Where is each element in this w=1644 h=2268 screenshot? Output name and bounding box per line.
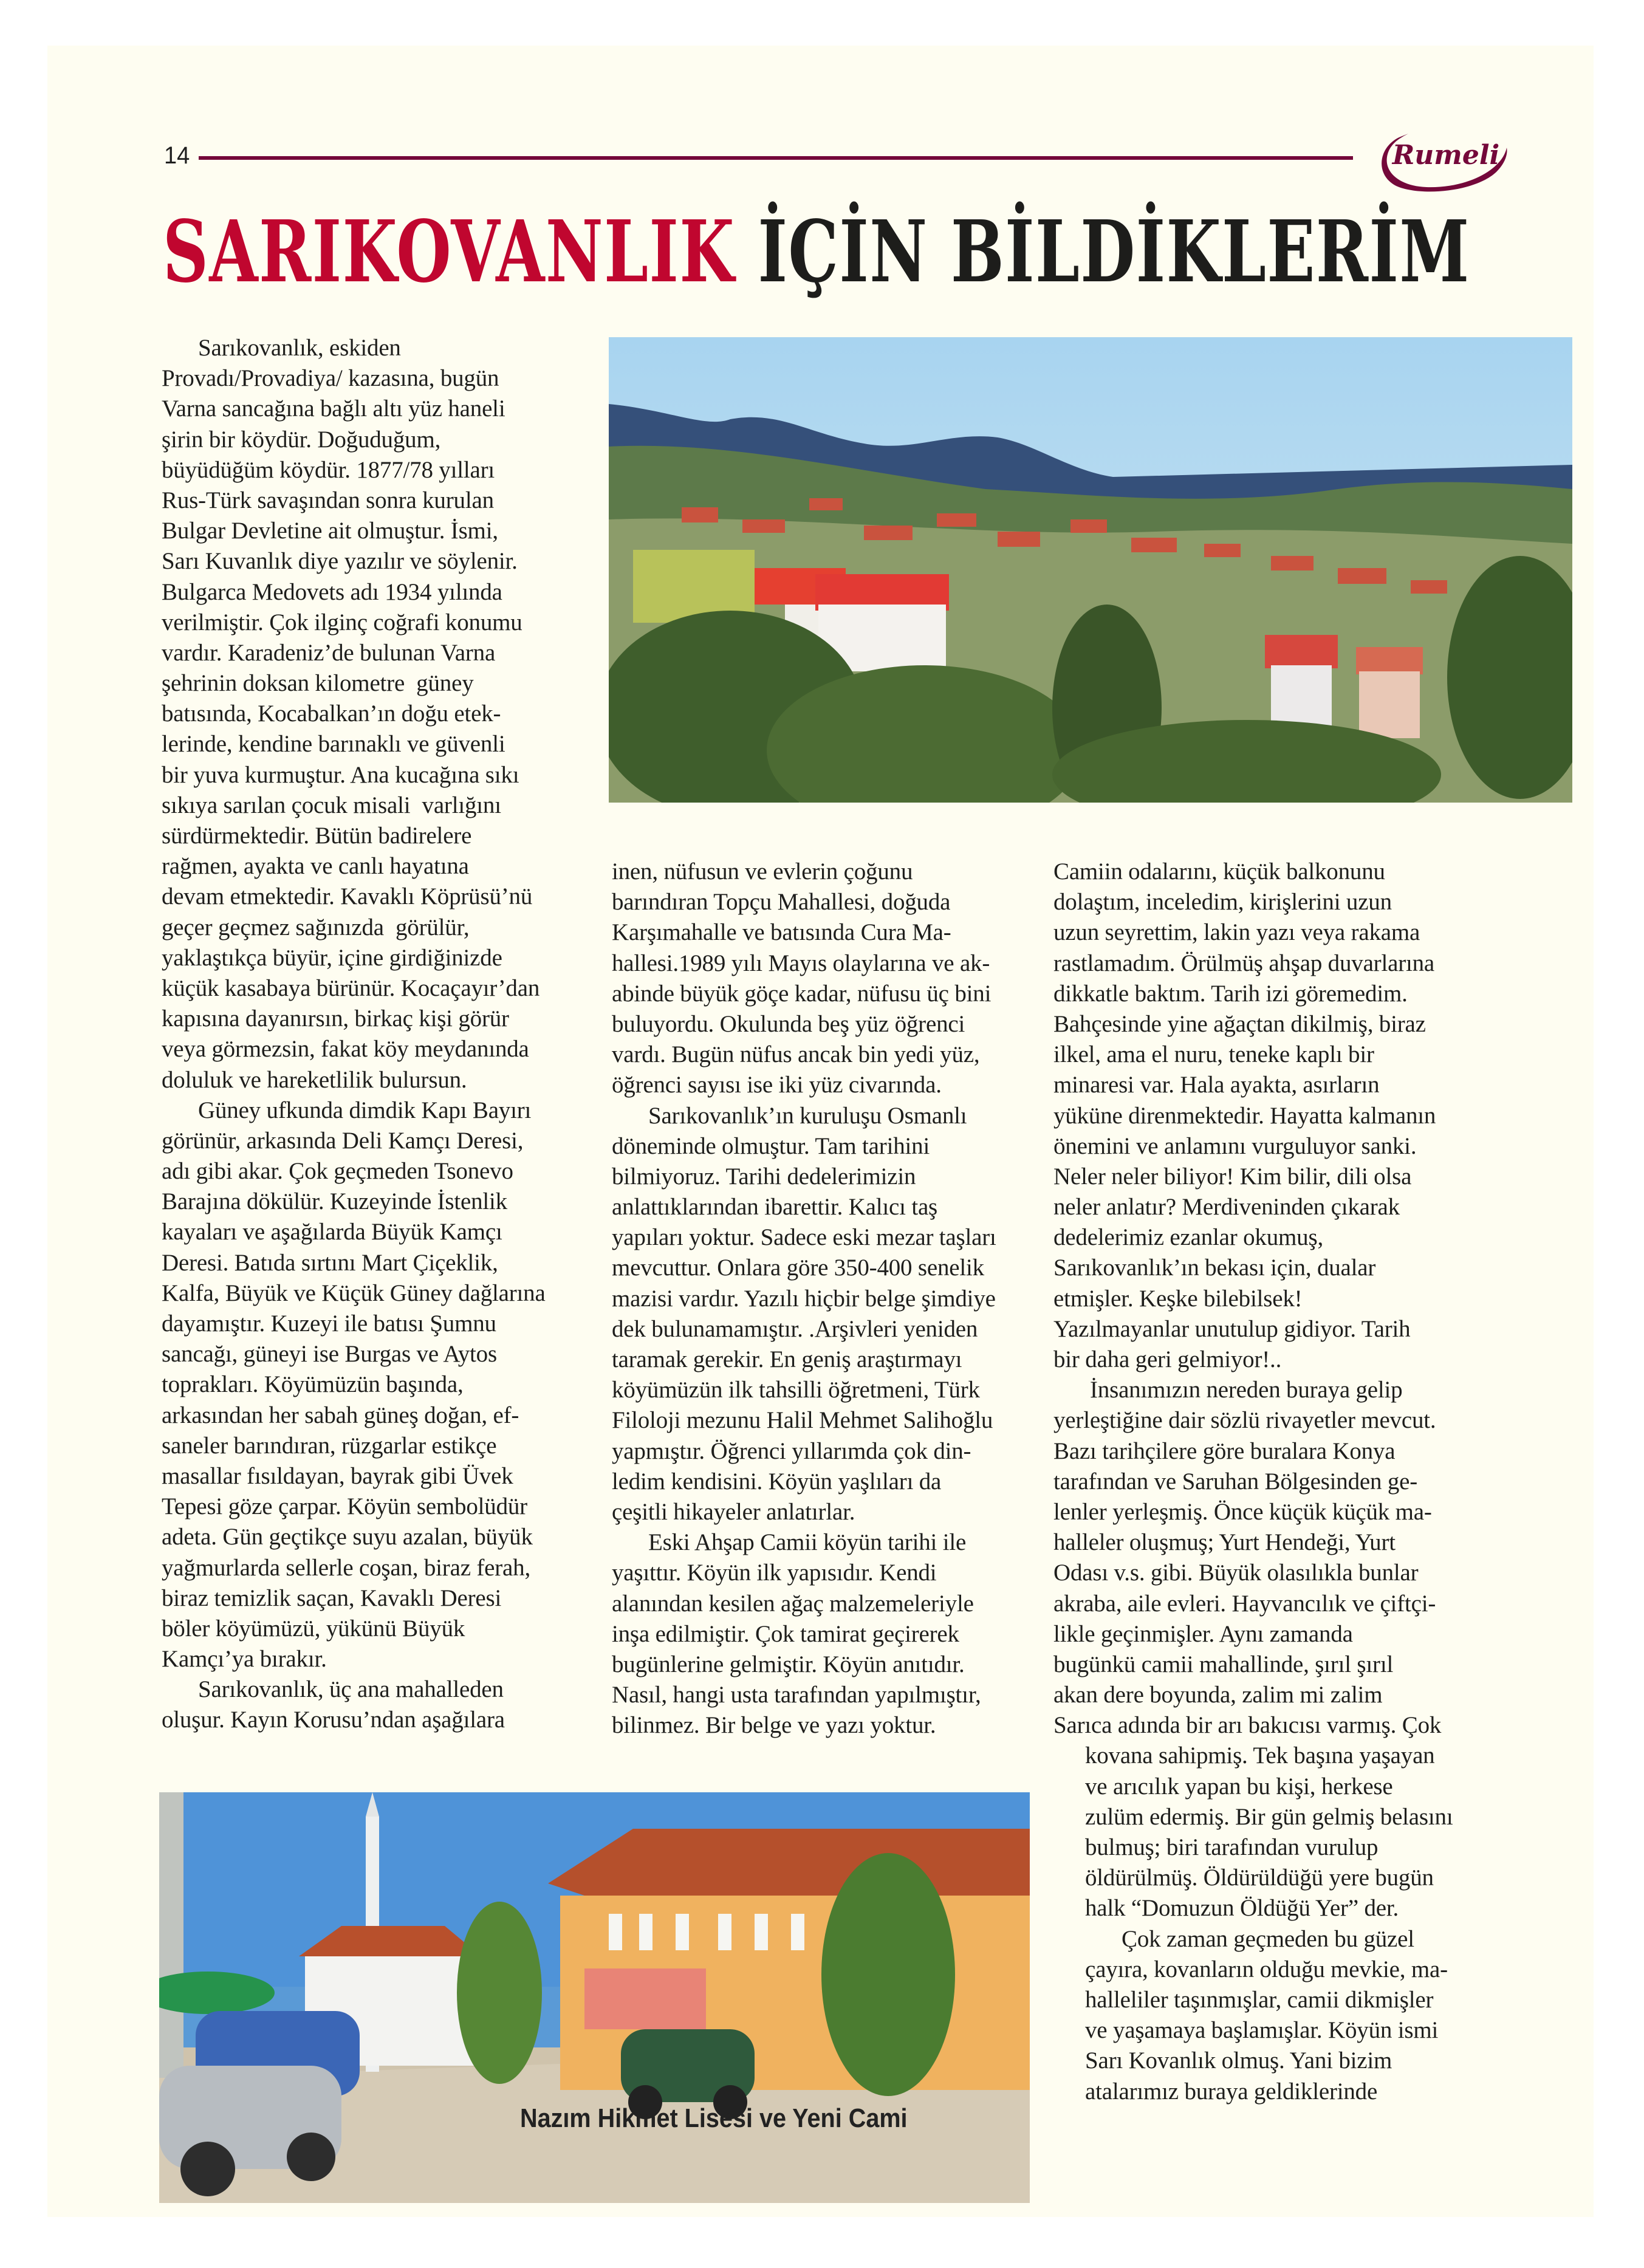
rumeli-logo-text: Rumeli [1392, 140, 1500, 171]
text-line: yaşıttır. Köyün ilk yapısıdır. Kendi [612, 1560, 937, 1586]
text-line: Tepesi göze çarpar. Köyün sembolüdür [162, 1493, 527, 1520]
text-column-1 [162, 333, 546, 1736]
text-line: vardır. Karadeniz’de bulunan Varna [162, 639, 496, 666]
text-line: küçük kasabaya bürünür. Kocaçayır’dan [162, 975, 540, 1001]
text-line: mazisi vardır. Yazılı hiçbir belge şimdiye [612, 1285, 996, 1312]
text-line: sıkıya sarılan çocuk misali varlığını [162, 792, 501, 818]
text-line: şehrinin doksan kilometre güney [162, 670, 474, 697]
text-line: öğrenci sayısı ise iki yüz civarında. [612, 1072, 942, 1098]
text-line: Sarıca adında bir arı bakıcısı varmış. Çok [1053, 1712, 1442, 1739]
text-line: önemini ve anlamını vurguluyor sanki. [1053, 1132, 1417, 1159]
text-line: tarafından ve Saruhan Bölgesinden ge- [1053, 1468, 1418, 1495]
text-line: Provadı/Provadiya/ kazasına, bugün [162, 365, 499, 392]
text-line: Kamçı’ya bırakır. [162, 1646, 327, 1673]
text-line: atalarımız buraya geldiklerinde [1085, 2078, 1378, 2105]
text-line: ilkel, ama el nuru, teneke kaplı bir [1053, 1041, 1374, 1068]
text-line: alanından kesilen ağaç malzemeleriyle [612, 1590, 974, 1617]
text-line: toprakları. Köyümüzün başında, [162, 1371, 464, 1398]
text-line: biraz temizlik saçan, Kavaklı Deresi [162, 1585, 502, 1611]
rumeli-logo [1372, 126, 1509, 194]
village-photo [609, 337, 1572, 803]
text-line: Sarı Kovanlık olmuş. Yani bizim [1085, 2047, 1392, 2074]
article-title-part2: İÇİN BİLDİKLERİM [758, 202, 1470, 302]
article-title-part1: SARIKOVANLIK [163, 202, 735, 302]
text-line: akan dere boyunda, zalim mi zalim [1053, 1682, 1383, 1708]
text-line: Varna sancağına bağlı altı yüz haneli [162, 396, 505, 422]
text-line: Barajına dökülür. Kuzeyinde İstenlik [162, 1188, 507, 1215]
text-line: şirin bir köydür. Doğuduğum, [162, 426, 441, 453]
text-line: Kalfa, Büyük ve Küçük Güney dağlarına [162, 1280, 546, 1306]
text-line: yerleştiğine dair sözlü rivayetler mevcut. [1053, 1407, 1436, 1434]
page-number: 14 [164, 142, 190, 169]
text-line: Güney ufkunda dimdik Kapı Bayırı [198, 1097, 532, 1123]
text-line: inen, nüfusun ve evlerin çoğunu [612, 858, 913, 885]
text-line: inşa edilmiştir. Çok tamirat geçirerek [612, 1620, 959, 1647]
text-line: Sarıkovanlık, üç ana mahalleden [198, 1676, 504, 1703]
text-line: dedelerimiz ezanlar okumuş, [1053, 1224, 1323, 1251]
text-line: böler köyümüzü, yükünü Büyük [162, 1615, 465, 1642]
text-line: dayamıştır. Kuzeyi ile batısı Şumnu [162, 1310, 496, 1337]
text-line: anlattıklarından ibarettir. Kalıcı taş [612, 1194, 938, 1221]
text-line: büyüdüğüm köydür. 1877/78 yılları [162, 456, 495, 483]
text-line: köyümüzün ilk tahsilli öğretmeni, Türk [612, 1377, 980, 1403]
text-line: barındıran Topçu Mahallesi, doğuda [612, 889, 951, 916]
text-line: yağmurlarda sellerle coşan, biraz ferah, [162, 1554, 531, 1581]
text-line: kovana sahipmiş. Tek başına yaşayan [1085, 1742, 1435, 1769]
text-line: Sarıkovanlık’ın bekası için, dualar [1053, 1255, 1376, 1281]
text-line: dolaştım, inceledim, kirişlerini uzun [1053, 889, 1392, 916]
article-title [163, 202, 1470, 302]
text-line: kayaları ve aşağılarda Büyük Kamçı [162, 1219, 502, 1245]
text-line: Bahçesinde yine ağaçtan dikilmiş, biraz [1053, 1010, 1426, 1037]
text-line: masallar fısıldayan, bayrak gibi Üvek [162, 1462, 513, 1489]
text-line: Yazılmayanlar unutulup gidiyor. Tarih [1053, 1315, 1411, 1342]
text-line: Nasıl, hangi usta tarafından yapılmıştır, [612, 1682, 981, 1708]
text-line: mevcuttur. Onlara göre 350-400 senelik [612, 1255, 984, 1281]
text-line: dikkatle baktım. Tarih izi göremedim. [1053, 980, 1408, 1007]
text-line: uzun seyrettim, lakin yazı veya rakama [1053, 919, 1420, 946]
text-line: bilmiyoruz. Tarihi dedelerimizin [612, 1163, 916, 1190]
text-line: Camiin odalarını, küçük balkonunu [1053, 858, 1385, 885]
text-line: halleler oluşmuş; Yurt Hendeği, Yurt [1053, 1529, 1396, 1556]
text-line: oluşur. Kayın Korusu’ndan aşağılara [162, 1707, 505, 1733]
text-line: neler anlatır? Merdiveninden çıkarak [1053, 1194, 1400, 1221]
school-mosque-photo [159, 1792, 1030, 2203]
text-line: rağmen, ayakta ve canlı hayatına [162, 853, 469, 880]
text-line: Karşımahalle ve batısında Cura Ma- [612, 919, 951, 946]
text-line: bugünkü camii mahallinde, şırıl şırıl [1053, 1651, 1394, 1677]
text-line: sürdürmektedir. Bütün badirelere [162, 823, 472, 849]
text-line: zulüm edermiş. Bir gün gelmiş belasını [1085, 1803, 1453, 1830]
text-line: Sarıkovanlık’ın kuruluşu Osmanlı [648, 1102, 967, 1129]
text-line: sancağı, güneyi ise Burgas ve Aytos [162, 1341, 497, 1368]
text-line: bulmuş; biri tarafından vurulup [1085, 1834, 1379, 1860]
text-line: halleliler taşınmışlar, camii dikmişler [1085, 1986, 1434, 2013]
text-line: Çok zaman geçmeden bu güzel [1122, 1925, 1414, 1952]
text-line: ve yaşamaya başlamışlar. Köyün ismi [1085, 2017, 1439, 2044]
street-scene-image [159, 1792, 1030, 2203]
text-column-2 [612, 857, 996, 1741]
text-line: veya görmezsin, fakat köy meydanında [162, 1036, 529, 1063]
text-line: kapısına dayanırsın, birkaç kişi görür [162, 1006, 509, 1032]
text-line: taramak gerekir. En geniş araştırmayı [612, 1346, 962, 1372]
text-line: bilinmez. Bir belge ve yazı yoktur. [612, 1712, 936, 1739]
text-line: etmişler. Keşke bilebilsek! [1053, 1285, 1303, 1312]
text-line: Odası v.s. gibi. Büyük olasılıkla bunlar [1053, 1560, 1419, 1586]
text-line: döneminde olmuştur. Tam tarihini [612, 1132, 930, 1159]
text-line: akraba, aile evleri. Hayvancılık ve çiftçi- [1053, 1590, 1436, 1617]
text-line: öldürülmüş. Öldürüldüğü yere bugün [1085, 1865, 1434, 1891]
text-line: yüküne direnmektedir. Hayatta kalmanın [1053, 1102, 1436, 1129]
text-line: görünür, arkasında Deli Kamçı Deresi, [162, 1127, 524, 1154]
text-line: Sarıkovanlık, eskiden [198, 335, 401, 361]
text-line: arkasından her sabah güneş doğan, ef- [162, 1402, 519, 1428]
text-line: bir yuva kurmuştur. Ana kucağına sıkı [162, 761, 519, 788]
text-line: bir daha geri gelmiyor!.. [1053, 1346, 1282, 1372]
text-line: devam etmektedir. Kavaklı Köprüsü’nü [162, 883, 533, 910]
text-line: adeta. Gün geçtikçe suyu azalan, büyük [162, 1524, 533, 1550]
text-line: ledim kendisini. Köyün yaşlıları da [612, 1468, 942, 1495]
text-line: Sarı Kuvanlık diye yazılır ve söylenir. [162, 548, 518, 575]
text-line: hallesi.1989 yılı Mayıs olaylarına ve ak- [612, 950, 990, 976]
text-line: saneler barındıran, rüzgarlar estikçe [162, 1432, 497, 1459]
text-line: verilmiştir. Çok ilginç coğrafi konumu [162, 609, 522, 636]
text-line: çeşitli hikayeler anlatırlar. [612, 1498, 855, 1525]
text-line: Bulgar Devletine ait olmuştur. İsmi, [162, 518, 498, 544]
text-line: yapıları yoktur. Sadece eski mezar taşları [612, 1224, 996, 1251]
text-line: lerinde, kendine barınaklı ve güvenli [162, 731, 505, 758]
text-line: Eski Ahşap Camii köyün tarihi ile [648, 1529, 967, 1556]
text-line: likle geçinmişler. Aynı zamanda [1053, 1620, 1353, 1647]
text-line: dek bulunamamıştır. .Arşivleri yeniden [612, 1315, 978, 1342]
text-line: buluyordu. Okulunda beş yüz öğrenci [612, 1010, 965, 1037]
text-column-3 [1053, 857, 1453, 2107]
text-line: Bazı tarihçilere göre buralara Konya [1053, 1437, 1396, 1464]
text-line: geçer geçmez sağınızda görülür, [162, 914, 470, 940]
text-line: rastlamadım. Örülmüş ahşap duvarlarına [1053, 950, 1435, 976]
text-line: ve arıcılık yapan bu kişi, herkese [1085, 1773, 1393, 1800]
header-rule [199, 156, 1353, 160]
text-line: Deresi. Batıda sırtını Mart Çiçeklik, [162, 1249, 498, 1276]
text-line: çayıra, kovanların olduğu mevkie, ma- [1085, 1956, 1448, 1982]
text-line: batısında, Kocabalkan’ın doğu etek- [162, 701, 501, 727]
text-line: vardı. Bugün nüfus ancak bin yedi yüz, [612, 1041, 980, 1068]
text-line: adı gibi akar. Çok geçmeden Tsonevo [162, 1158, 513, 1185]
text-line: Rus-Türk savaşından sonra kurulan [162, 487, 494, 513]
text-line: doluluk ve hareketlilik bulursun. [162, 1066, 467, 1093]
photo-caption: Nazım Hikmet Lisesi ve Yeni Cami [520, 2103, 908, 2133]
text-line: Filoloji mezunu Halil Mehmet Salihoğlu [612, 1407, 993, 1434]
text-line: İnsanımızın nereden buraya gelip [1090, 1377, 1403, 1403]
text-line: Neler neler biliyor! Kim bilir, dili olsa [1053, 1163, 1412, 1190]
village-landscape-image [609, 337, 1572, 803]
text-line: yaklaştıkça büyür, içine girdiğinizde [162, 944, 502, 971]
text-line: bugünlerine gelmiştir. Köyün anıtıdır. [612, 1651, 965, 1677]
text-line: Bulgarca Medovets adı 1934 yılında [162, 578, 502, 605]
rumeli-logo-icon [1372, 126, 1509, 194]
text-line: lenler yerleşmiş. Önce küçük küçük ma- [1053, 1498, 1432, 1525]
text-line: yapmıştır. Öğrenci yıllarımda çok din- [612, 1437, 971, 1464]
text-line: abinde büyük göçe kadar, nüfusu üç bini [612, 980, 992, 1007]
text-line: minaresi var. Hala ayakta, asırların [1053, 1072, 1380, 1098]
text-line: halk “Domuzun Öldüğü Yer” der. [1085, 1895, 1399, 1922]
